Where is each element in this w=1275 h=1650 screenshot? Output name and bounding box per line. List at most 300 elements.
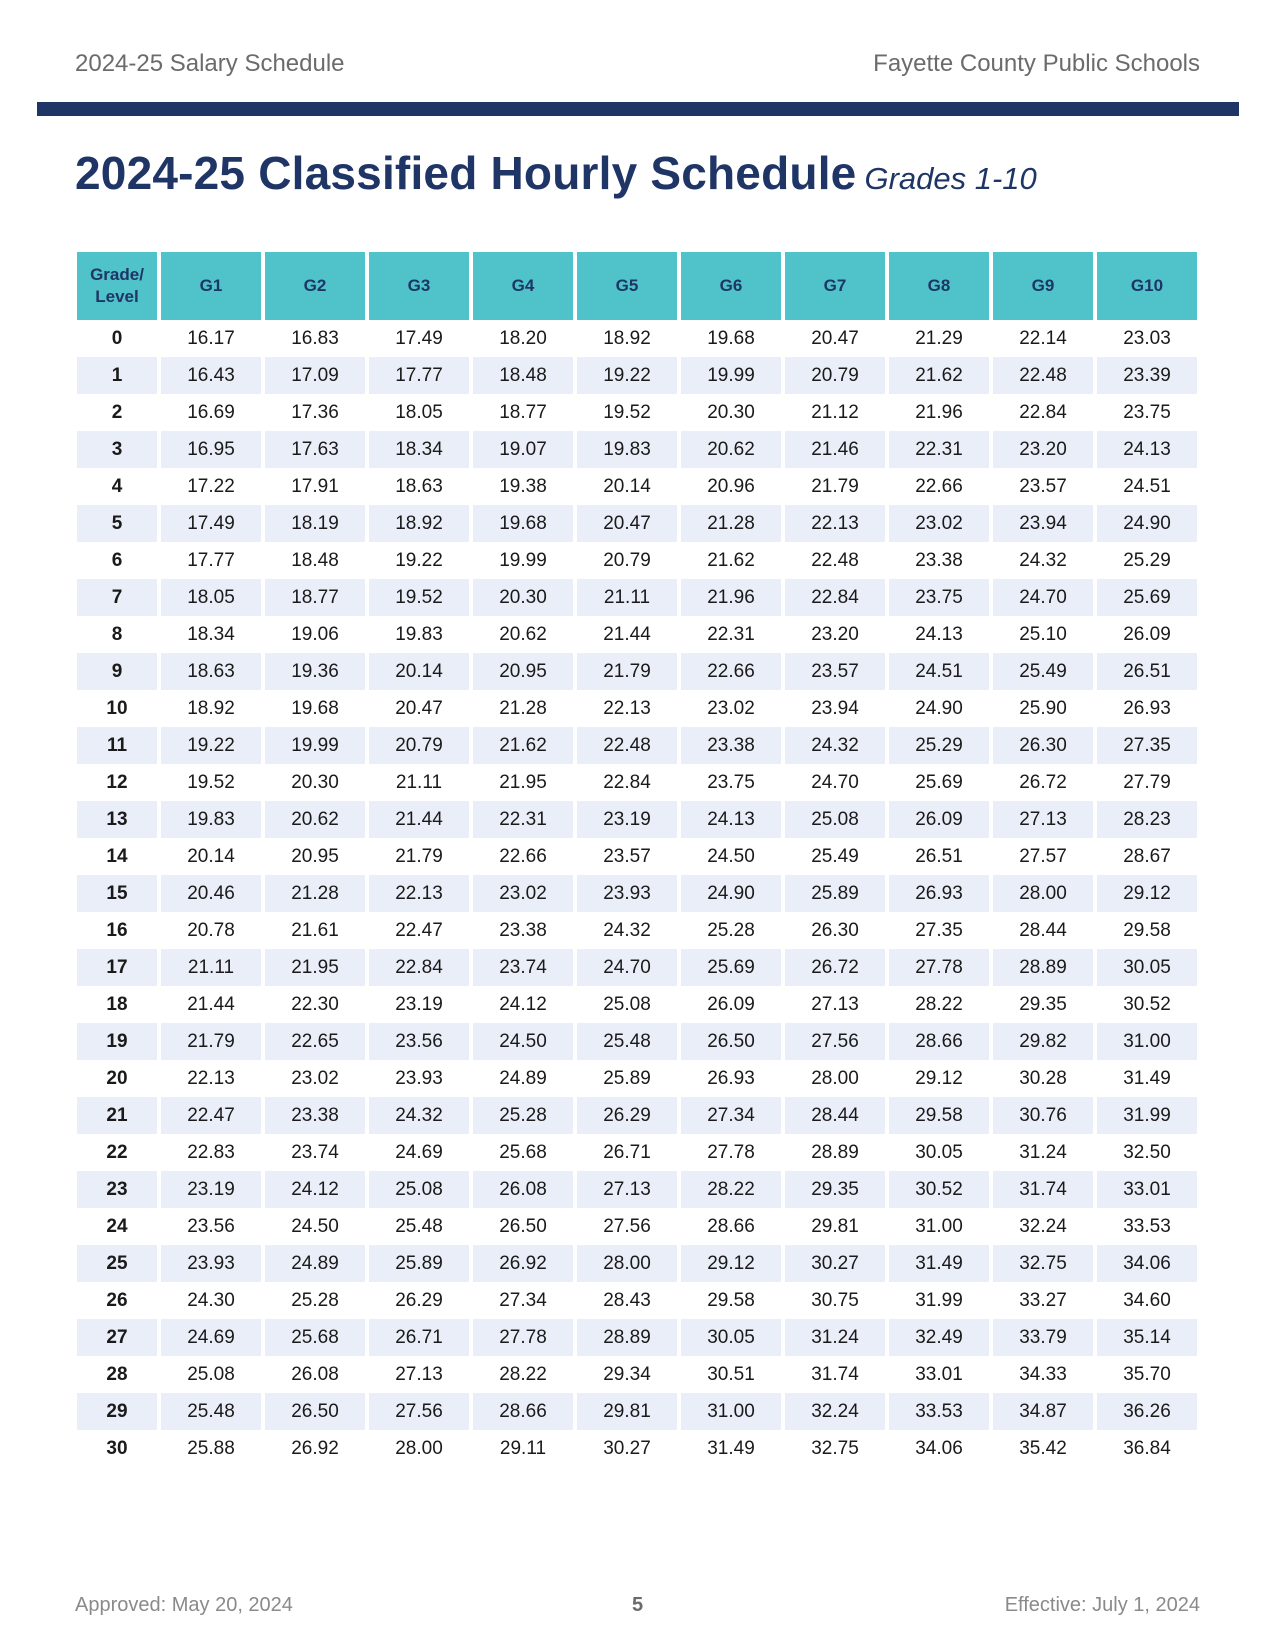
rate-cell: 31.00 [889, 1208, 989, 1245]
rate-cell: 26.93 [889, 875, 989, 912]
rate-cell: 24.69 [369, 1134, 469, 1171]
rate-cell: 26.09 [889, 801, 989, 838]
rate-cell: 27.78 [889, 949, 989, 986]
table-row [77, 1282, 1197, 1319]
rate-cell: 28.00 [369, 1430, 469, 1467]
rate-cell: 24.32 [993, 542, 1093, 579]
table-row [77, 838, 1197, 875]
rate-cell: 25.10 [993, 616, 1093, 653]
rate-cell: 17.22 [161, 468, 261, 505]
rate-cell: 22.48 [993, 357, 1093, 394]
rate-cell: 21.79 [161, 1023, 261, 1060]
rate-cell: 32.75 [785, 1430, 885, 1467]
table-row [77, 690, 1197, 727]
column-header-g6: G6 [681, 252, 781, 320]
table-row [77, 357, 1197, 394]
rate-cell: 26.50 [473, 1208, 573, 1245]
level-cell: 12 [77, 764, 157, 801]
rate-cell: 22.84 [785, 579, 885, 616]
rate-cell: 18.63 [161, 653, 261, 690]
rate-cell: 26.50 [681, 1023, 781, 1060]
rate-cell: 16.83 [265, 320, 365, 357]
rate-cell: 20.95 [473, 653, 573, 690]
level-cell: 17 [77, 949, 157, 986]
page-title [75, 146, 1037, 200]
rate-cell: 25.48 [577, 1023, 677, 1060]
table-row [77, 1208, 1197, 1245]
rate-cell: 24.12 [473, 986, 573, 1023]
rate-cell: 25.90 [993, 690, 1093, 727]
column-header-g9: G9 [993, 252, 1093, 320]
rate-cell: 21.62 [473, 727, 573, 764]
rate-cell: 33.53 [1097, 1208, 1197, 1245]
rate-cell: 21.46 [785, 431, 885, 468]
table-row [77, 616, 1197, 653]
rate-cell: 28.44 [993, 912, 1093, 949]
rate-cell: 26.30 [993, 727, 1093, 764]
rate-cell: 32.24 [993, 1208, 1093, 1245]
rate-cell: 21.95 [473, 764, 573, 801]
rate-cell: 21.28 [265, 875, 365, 912]
level-cell: 21 [77, 1097, 157, 1134]
rate-cell: 19.99 [681, 357, 781, 394]
level-cell: 25 [77, 1245, 157, 1282]
level-cell: 2 [77, 394, 157, 431]
rate-cell: 18.34 [161, 616, 261, 653]
rate-cell: 27.78 [473, 1319, 573, 1356]
rate-cell: 25.49 [993, 653, 1093, 690]
table-row [77, 320, 1197, 357]
table-row [77, 875, 1197, 912]
rate-cell: 30.05 [681, 1319, 781, 1356]
rate-cell: 36.84 [1097, 1430, 1197, 1467]
rate-cell: 19.36 [265, 653, 365, 690]
rate-cell: 27.79 [1097, 764, 1197, 801]
table-row [77, 542, 1197, 579]
rate-cell: 27.13 [577, 1171, 677, 1208]
rate-cell: 23.02 [265, 1060, 365, 1097]
rate-cell: 21.12 [785, 394, 885, 431]
table-body [77, 320, 1197, 1467]
rate-cell: 25.29 [1097, 542, 1197, 579]
level-cell: 7 [77, 579, 157, 616]
rate-cell: 28.44 [785, 1097, 885, 1134]
rate-cell: 20.79 [577, 542, 677, 579]
rate-cell: 25.49 [785, 838, 885, 875]
rate-cell: 24.70 [993, 579, 1093, 616]
rate-cell: 31.49 [889, 1245, 989, 1282]
rate-cell: 27.13 [785, 986, 885, 1023]
rate-cell: 22.47 [161, 1097, 261, 1134]
rate-cell: 28.22 [681, 1171, 781, 1208]
rate-cell: 25.89 [785, 875, 885, 912]
rate-cell: 23.74 [473, 949, 573, 986]
column-header-g10: G10 [1097, 252, 1197, 320]
rate-cell: 19.52 [577, 394, 677, 431]
table-row [77, 1245, 1197, 1282]
rate-cell: 22.66 [473, 838, 573, 875]
rate-cell: 23.19 [161, 1171, 261, 1208]
rate-cell: 18.19 [265, 505, 365, 542]
rate-cell: 30.28 [993, 1060, 1093, 1097]
rate-cell: 25.08 [577, 986, 677, 1023]
rate-cell: 26.51 [889, 838, 989, 875]
rate-cell: 22.84 [993, 394, 1093, 431]
rate-cell: 19.22 [577, 357, 677, 394]
header-document-title: 2024-25 Salary Schedule [75, 50, 345, 77]
rate-cell: 18.05 [161, 579, 261, 616]
rate-cell: 17.91 [265, 468, 365, 505]
rate-cell: 21.96 [889, 394, 989, 431]
rate-cell: 31.00 [1097, 1023, 1197, 1060]
table-row [77, 1097, 1197, 1134]
rate-cell: 21.11 [369, 764, 469, 801]
table-row [77, 1430, 1197, 1467]
rate-cell: 24.50 [681, 838, 781, 875]
rate-cell: 26.93 [681, 1060, 781, 1097]
rate-cell: 18.77 [265, 579, 365, 616]
rate-cell: 23.02 [889, 505, 989, 542]
rate-cell: 23.93 [161, 1245, 261, 1282]
rate-cell: 16.69 [161, 394, 261, 431]
rate-cell: 28.43 [577, 1282, 677, 1319]
level-cell: 18 [77, 986, 157, 1023]
rate-cell: 19.52 [161, 764, 261, 801]
rate-cell: 24.50 [265, 1208, 365, 1245]
table-row [77, 912, 1197, 949]
rate-cell: 22.30 [265, 986, 365, 1023]
rate-cell: 17.49 [161, 505, 261, 542]
rate-cell: 22.66 [889, 468, 989, 505]
rate-cell: 33.27 [993, 1282, 1093, 1319]
rate-cell: 21.11 [577, 579, 677, 616]
rate-cell: 23.94 [785, 690, 885, 727]
rate-cell: 26.92 [473, 1245, 573, 1282]
rate-cell: 21.79 [785, 468, 885, 505]
rate-cell: 23.75 [889, 579, 989, 616]
rate-cell: 23.02 [681, 690, 781, 727]
level-cell: 1 [77, 357, 157, 394]
rate-cell: 25.89 [369, 1245, 469, 1282]
rate-cell: 19.38 [473, 468, 573, 505]
rate-cell: 29.12 [681, 1245, 781, 1282]
rate-cell: 20.62 [473, 616, 573, 653]
rate-cell: 18.48 [473, 357, 573, 394]
rate-cell: 22.31 [473, 801, 573, 838]
rate-cell: 25.29 [889, 727, 989, 764]
rate-cell: 22.13 [161, 1060, 261, 1097]
rate-cell: 29.58 [1097, 912, 1197, 949]
table-row [77, 1023, 1197, 1060]
rate-cell: 28.89 [577, 1319, 677, 1356]
rate-cell: 16.95 [161, 431, 261, 468]
rate-cell: 20.30 [681, 394, 781, 431]
level-cell: 6 [77, 542, 157, 579]
header-rule [37, 102, 1239, 116]
rate-cell: 29.82 [993, 1023, 1093, 1060]
rate-cell: 28.22 [473, 1356, 573, 1393]
rate-cell: 33.01 [889, 1356, 989, 1393]
rate-cell: 18.34 [369, 431, 469, 468]
rate-cell: 27.56 [577, 1208, 677, 1245]
rate-cell: 24.32 [785, 727, 885, 764]
rate-cell: 24.51 [1097, 468, 1197, 505]
rate-cell: 22.13 [577, 690, 677, 727]
rate-cell: 17.09 [265, 357, 365, 394]
rate-cell: 32.75 [993, 1245, 1093, 1282]
rate-cell: 25.89 [577, 1060, 677, 1097]
table-row [77, 801, 1197, 838]
rate-cell: 23.19 [369, 986, 469, 1023]
rate-cell: 25.69 [681, 949, 781, 986]
level-cell: 8 [77, 616, 157, 653]
column-header-g7: G7 [785, 252, 885, 320]
rate-cell: 19.22 [369, 542, 469, 579]
rate-cell: 34.06 [1097, 1245, 1197, 1282]
rate-cell: 21.44 [369, 801, 469, 838]
level-cell: 13 [77, 801, 157, 838]
rate-cell: 23.38 [681, 727, 781, 764]
rate-cell: 22.84 [577, 764, 677, 801]
rate-cell: 23.20 [993, 431, 1093, 468]
level-cell: 10 [77, 690, 157, 727]
rate-cell: 19.22 [161, 727, 261, 764]
rate-cell: 25.28 [265, 1282, 365, 1319]
table-header-row [77, 252, 1197, 320]
rate-cell: 30.52 [889, 1171, 989, 1208]
rate-cell: 32.49 [889, 1319, 989, 1356]
rate-cell: 21.44 [161, 986, 261, 1023]
level-cell: 5 [77, 505, 157, 542]
rate-cell: 23.57 [577, 838, 677, 875]
table-row [77, 1134, 1197, 1171]
rate-cell: 22.31 [681, 616, 781, 653]
rate-cell: 21.62 [889, 357, 989, 394]
rate-cell: 24.69 [161, 1319, 261, 1356]
rate-cell: 18.77 [473, 394, 573, 431]
rate-cell: 29.35 [785, 1171, 885, 1208]
rate-cell: 17.49 [369, 320, 469, 357]
rate-cell: 31.24 [993, 1134, 1093, 1171]
rate-cell: 26.08 [473, 1171, 573, 1208]
rate-cell: 24.50 [473, 1023, 573, 1060]
rate-cell: 23.38 [889, 542, 989, 579]
level-cell: 3 [77, 431, 157, 468]
level-cell: 24 [77, 1208, 157, 1245]
rate-cell: 25.88 [161, 1430, 261, 1467]
rate-cell: 18.20 [473, 320, 573, 357]
rate-cell: 21.11 [161, 949, 261, 986]
level-cell: 11 [77, 727, 157, 764]
rate-cell: 27.35 [889, 912, 989, 949]
rate-cell: 25.68 [473, 1134, 573, 1171]
rate-cell: 26.51 [1097, 653, 1197, 690]
rate-cell: 21.79 [369, 838, 469, 875]
rate-cell: 20.47 [369, 690, 469, 727]
rate-cell: 27.56 [785, 1023, 885, 1060]
column-header-g4: G4 [473, 252, 573, 320]
rate-cell: 25.48 [369, 1208, 469, 1245]
level-cell: 16 [77, 912, 157, 949]
rate-cell: 20.47 [785, 320, 885, 357]
rate-cell: 25.28 [473, 1097, 573, 1134]
rate-cell: 23.20 [785, 616, 885, 653]
rate-cell: 24.32 [369, 1097, 469, 1134]
rate-cell: 29.11 [473, 1430, 573, 1467]
rate-cell: 24.12 [265, 1171, 365, 1208]
rate-cell: 28.89 [785, 1134, 885, 1171]
rate-cell: 24.70 [577, 949, 677, 986]
rate-cell: 36.26 [1097, 1393, 1197, 1430]
rate-cell: 19.07 [473, 431, 573, 468]
column-header-g2: G2 [265, 252, 365, 320]
rate-cell: 28.00 [785, 1060, 885, 1097]
rate-cell: 17.77 [369, 357, 469, 394]
rate-cell: 20.96 [681, 468, 781, 505]
rate-cell: 18.92 [161, 690, 261, 727]
table-row [77, 394, 1197, 431]
column-header-g3: G3 [369, 252, 469, 320]
rate-cell: 16.43 [161, 357, 261, 394]
rate-cell: 28.22 [889, 986, 989, 1023]
rate-cell: 26.50 [265, 1393, 365, 1430]
rate-cell: 18.05 [369, 394, 469, 431]
rate-cell: 18.92 [577, 320, 677, 357]
rate-cell: 34.87 [993, 1393, 1093, 1430]
rate-cell: 20.95 [265, 838, 365, 875]
table-row [77, 579, 1197, 616]
table-row [77, 431, 1197, 468]
rate-cell: 31.00 [681, 1393, 781, 1430]
column-header-grade-level [77, 252, 157, 320]
rate-cell: 28.89 [993, 949, 1093, 986]
rate-cell: 26.72 [785, 949, 885, 986]
rate-cell: 33.53 [889, 1393, 989, 1430]
rate-cell: 19.52 [369, 579, 469, 616]
rate-cell: 29.12 [1097, 875, 1197, 912]
rate-cell: 29.12 [889, 1060, 989, 1097]
rate-cell: 19.68 [265, 690, 365, 727]
rate-cell: 22.83 [161, 1134, 261, 1171]
footer-page-number: 5 [631, 1594, 644, 1616]
rate-cell: 25.08 [785, 801, 885, 838]
rate-cell: 21.96 [681, 579, 781, 616]
rate-cell: 25.69 [889, 764, 989, 801]
rate-cell: 28.00 [993, 875, 1093, 912]
rate-cell: 25.48 [161, 1393, 261, 1430]
rate-cell: 23.94 [993, 505, 1093, 542]
level-cell: 27 [77, 1319, 157, 1356]
rate-cell: 30.75 [785, 1282, 885, 1319]
rate-cell: 23.19 [577, 801, 677, 838]
rate-cell: 28.00 [577, 1245, 677, 1282]
rate-cell: 20.30 [265, 764, 365, 801]
page-title-subtitle: Grades 1-10 [864, 161, 1037, 196]
rate-cell: 29.35 [993, 986, 1093, 1023]
rate-cell: 26.92 [265, 1430, 365, 1467]
rate-cell: 27.34 [681, 1097, 781, 1134]
rate-cell: 23.02 [473, 875, 573, 912]
rate-cell: 21.29 [889, 320, 989, 357]
rate-cell: 19.06 [265, 616, 365, 653]
rate-cell: 23.39 [1097, 357, 1197, 394]
table-row [77, 986, 1197, 1023]
rate-cell: 24.70 [785, 764, 885, 801]
table-row [77, 1060, 1197, 1097]
rate-cell: 20.78 [161, 912, 261, 949]
rate-cell: 21.28 [473, 690, 573, 727]
rate-cell: 28.66 [681, 1208, 781, 1245]
rate-cell: 23.93 [577, 875, 677, 912]
table-row [77, 505, 1197, 542]
rate-cell: 17.36 [265, 394, 365, 431]
level-cell: 20 [77, 1060, 157, 1097]
rate-cell: 21.62 [681, 542, 781, 579]
rate-cell: 26.72 [993, 764, 1093, 801]
rate-cell: 20.47 [577, 505, 677, 542]
rate-cell: 20.79 [785, 357, 885, 394]
rate-cell: 22.31 [889, 431, 989, 468]
rate-cell: 30.27 [785, 1245, 885, 1282]
rate-cell: 30.05 [1097, 949, 1197, 986]
rate-cell: 23.57 [993, 468, 1093, 505]
table-row [77, 1393, 1197, 1430]
rate-cell: 19.68 [681, 320, 781, 357]
column-header-g1: G1 [161, 252, 261, 320]
rate-cell: 28.66 [889, 1023, 989, 1060]
rate-cell: 26.08 [265, 1356, 365, 1393]
column-header-grade-line1: Grade/ [90, 265, 144, 284]
rate-cell: 35.42 [993, 1430, 1093, 1467]
rate-cell: 28.23 [1097, 801, 1197, 838]
rate-cell: 31.99 [889, 1282, 989, 1319]
rate-cell: 24.90 [889, 690, 989, 727]
rate-cell: 25.69 [1097, 579, 1197, 616]
rate-cell: 20.14 [161, 838, 261, 875]
rate-cell: 24.90 [681, 875, 781, 912]
rate-cell: 30.51 [681, 1356, 781, 1393]
rate-cell: 22.48 [577, 727, 677, 764]
rate-cell: 28.67 [1097, 838, 1197, 875]
rate-cell: 23.03 [1097, 320, 1197, 357]
rate-cell: 31.49 [681, 1430, 781, 1467]
rate-cell: 23.57 [785, 653, 885, 690]
rate-cell: 30.52 [1097, 986, 1197, 1023]
table-row [77, 1319, 1197, 1356]
rate-cell: 30.76 [993, 1097, 1093, 1134]
rate-cell: 32.50 [1097, 1134, 1197, 1171]
table-row [77, 1356, 1197, 1393]
rate-cell: 27.57 [993, 838, 1093, 875]
level-cell: 15 [77, 875, 157, 912]
rate-cell: 18.48 [265, 542, 365, 579]
rate-cell: 25.08 [161, 1356, 261, 1393]
rate-cell: 25.08 [369, 1171, 469, 1208]
level-cell: 29 [77, 1393, 157, 1430]
level-cell: 14 [77, 838, 157, 875]
rate-cell: 24.89 [265, 1245, 365, 1282]
rate-cell: 22.14 [993, 320, 1093, 357]
rate-cell: 19.68 [473, 505, 573, 542]
rate-cell: 26.30 [785, 912, 885, 949]
table-row [77, 468, 1197, 505]
table-row [77, 949, 1197, 986]
rate-cell: 31.49 [1097, 1060, 1197, 1097]
page-title-main: 2024-25 Classified Hourly Schedule [75, 147, 857, 199]
rate-cell: 18.63 [369, 468, 469, 505]
rate-cell: 24.13 [889, 616, 989, 653]
rate-cell: 17.63 [265, 431, 365, 468]
